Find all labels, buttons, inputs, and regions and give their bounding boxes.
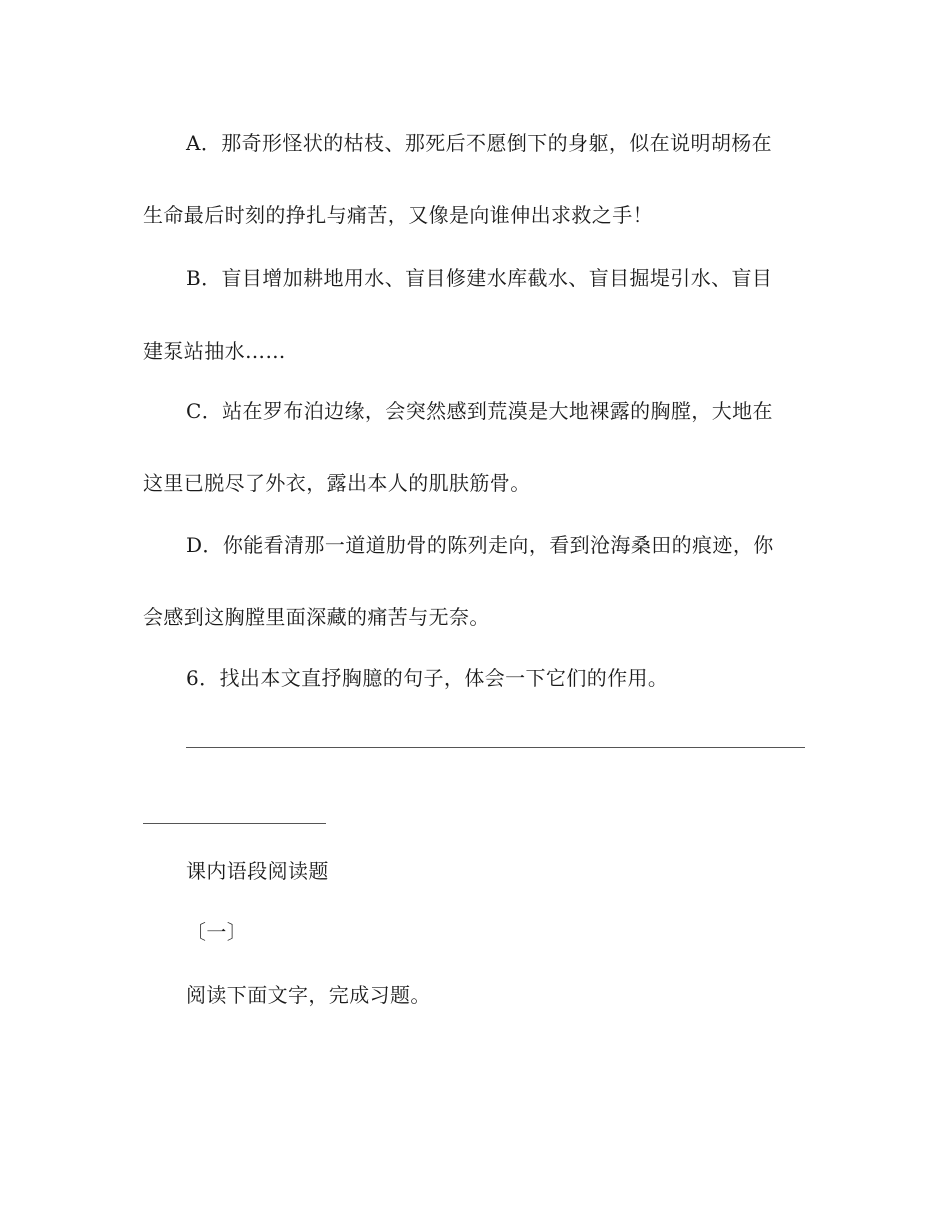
option-d-line-2: 会感到这胸膛里面深藏的痛苦与无奈。 [143,605,490,629]
option-d-line-1: D．你能看清那一道道肋骨的陈列走向，看到沧海桑田的痕迹，你 [186,533,774,557]
answer-line-1 [186,747,805,748]
instruction-text: 阅读下面文字，完成习题。 [186,983,431,1007]
option-c-line-2: 这里已脱尽了外衣，露出本人的肌肤筋骨。 [143,471,531,495]
option-a-line-1: A．那奇形怪状的枯枝、那死后不愿倒下的身躯，似在说明胡杨在 [186,131,773,155]
sub-heading: 〔一〕 [186,920,248,944]
question-6: 6．找出本文直抒胸臆的句子，体会一下它们的作用。 [186,666,669,690]
option-c-line-1: C．站在罗布泊边缘，会突然感到荒漠是大地裸露的胸膛，大地在 [186,399,773,423]
option-a-line-2: 生命最后时刻的挣扎与痛苦，又像是向谁伸出求救之手！ [143,203,653,227]
answer-line-2 [143,823,326,824]
option-b-line-2: 建泵站抽水…… [143,339,286,363]
option-b-line-1: B．盲目增加耕地用水、盲目修建水库截水、盲目掘堤引水、盲目 [186,266,773,290]
section-heading: 课内语段阅读题 [186,859,329,883]
